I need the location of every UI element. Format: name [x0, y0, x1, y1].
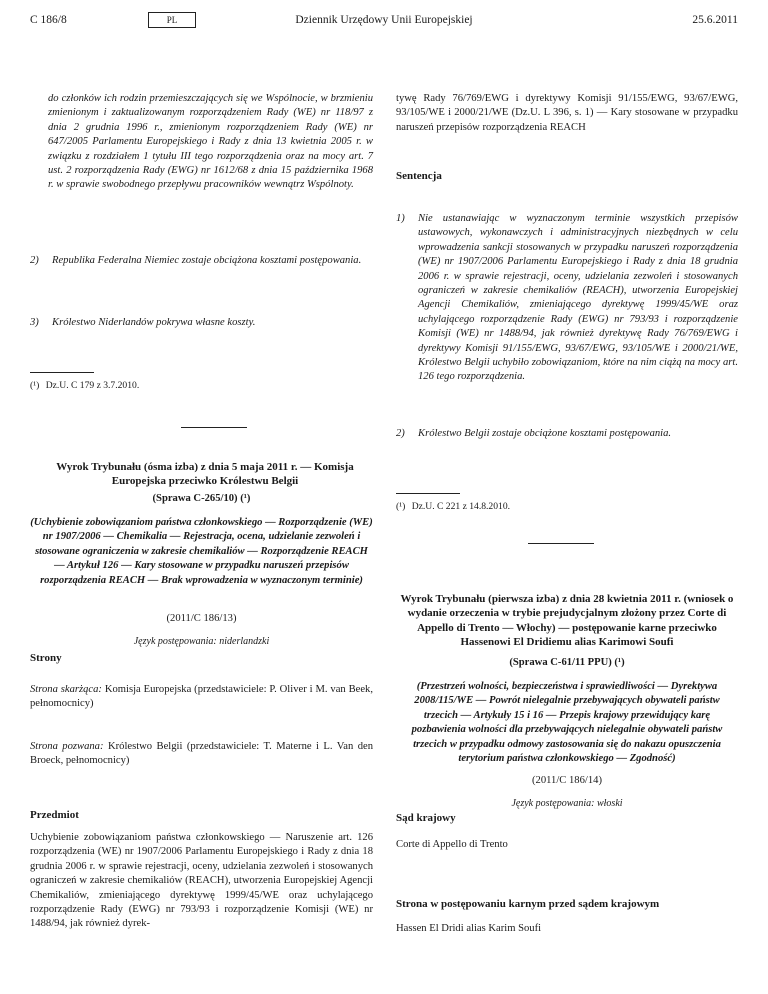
applicant-label: Strona skarżąca:: [30, 684, 102, 695]
defendant-text: Królestwo Belgii (przedstawiciele: T. Materne i L. Van den Broeck, pełnomocnicy): [30, 741, 373, 767]
item-number: 2): [30, 255, 39, 266]
footnote-divider: [396, 493, 460, 494]
national-court-text: Corte di Appello di Trento: [396, 839, 508, 850]
left-case-title: Wyrok Trybunału (ósma izba) z dnia 5 maja 2011 r. — Komisja Europejska przeciwko Królestwu Belgii: [56, 461, 354, 488]
right-continuation-paragraph: tywę Rady 76/769/EWG i dyrektywy Komisji 91/155/EWG, 93/67/EWG, 93/105/WE i 2000/21/WE (Dz.U. L 396, s. 1) — Kary stosowane w przypadku naruszeń przepisów rozporządzenia REACH: [396, 93, 738, 133]
footnote-text: Dz.U. C 221 z 14.8.2010.: [411, 501, 511, 512]
right-operative-item-1: [396, 212, 738, 385]
section-separator: [181, 427, 247, 428]
journal-title: Dziennik Urzędowy Unii Europejskiej: [295, 14, 473, 26]
footnote-mark: (¹): [30, 380, 40, 391]
right-case-number: (Sprawa C-61/11 PPU) (¹): [509, 657, 625, 668]
sentence-heading: Sentencja: [396, 170, 442, 182]
item-text: Królestwo Niderlandów pokrywa własne koszty.: [52, 317, 256, 328]
footnote-divider: [30, 372, 94, 373]
left-case-subject: (Uchybienie zobowiązaniom państwa członkowskiego — Rozporządzenie (WE) nr 1907/2006 — Chemikalia — Rejestracja, ocena, udzielanie zezwoleń i stosowane ograniczenia w zakresie chemikaliów — Rozporządzenie REACH — Artykuł 126 — Kary stosowane w przypadku naruszeń przepisów rozporządzenia REACH — Brak wprowadzenia w wyznaczonym terminie): [30, 517, 373, 586]
item-text: Nie ustanawiając w wyznaczonym terminie wszystkich przepisów ustawowych, wykonawczych i administracyjnych niezbędnych w celu wprowadzenia sankcji stosowanych w przypadku naruszeń rozporządzenia (WE) nr 1907/2006 Parlamentu Europejskiego i Rady z dnia 18 grudnia 2006 r. w sprawie rejestracji, oceny, udzielania zezwoleń i stosowanych ograniczeń w zakresie chemikaliów (REACH), utworzenia Europejskiej Agencji Chemikaliów, zmieniającego dyrektywę 1999/45/WE oraz uchylającego rozporządzenie Rady (EWG) nr 793/93 i rozporządzenie Komisji (WE) nr 1488/94, jak również dyrektywę Rady 76/769/EWG i dyrektywy Komisji 91/155/EWG, 93/67/EWG, 93/105/WE i 2000/21/WE, Królestwo Belgii uchybiło zobowiązaniom, które na nim ciążą na mocy art. 126 tego rozporządzenia.: [418, 213, 738, 383]
subject-paragraph: Uchybienie zobowiązaniom państwa członkowskiego — Naruszenie art. 126 rozporządzenia (WE) nr 1907/2006 Parlamentu Europejskiego i Rady z dnia 18 grudnia 2006 r. w sprawie rejestracji, oceny, udzielania zezwoleń i stosowanych ograniczeń w zakresie chemikaliów (REACH), utworzenia Europejskiej Agencji Chemikaliów, zmieniającego dyrektywę 1999/45/WE oraz uchylającego rozporządzenie Rady (EWG) nr 793/93 i rozporządzenie Komisji (WE) nr 1488/94, jak również dyrek-: [30, 832, 373, 930]
right-case-subject: (Przestrzeń wolności, bezpieczeństwa i sprawiedliwości — Dyrektywa 2008/115/WE — Powrót nielegalnie przebywających obywateli państw trzecich — Artykuły 15 i 16 — Przepis krajowy przewidujący karę pozbawienia wolności dla przebywających nielegalnie obywateli państw trzecich w przypadku odmowy zastosowania się do nakazu opuszczenia terytorium państwa członkowskiego — Zgodność): [411, 681, 723, 765]
footnote-mark: (¹): [396, 501, 406, 512]
parties-heading: Strony: [30, 652, 62, 664]
item-text: Królestwo Belgii zostaje obciążone kosztami postępowania.: [418, 428, 672, 439]
item-number: 2): [396, 428, 405, 439]
right-oj-reference: (2011/C 186/14): [532, 775, 602, 786]
left-footnote: [30, 380, 373, 391]
item-number: 1): [396, 213, 405, 224]
page-reference: C 186/8: [30, 14, 67, 26]
subject-heading: Przedmiot: [30, 809, 79, 821]
criminal-party-heading: Strona w postępowaniu karnym przed sądem krajowym: [396, 898, 660, 910]
left-oj-reference: (2011/C 186/13): [166, 613, 237, 624]
item-number: 3): [30, 317, 39, 328]
left-operative-item-3: [30, 316, 373, 330]
national-court-heading: Sąd krajowy: [396, 812, 456, 824]
applicant-text: Komisja Europejska (przedstawiciele: P. Oliver i M. van Beek, pełnomocnicy): [30, 684, 373, 710]
left-continuation-paragraph: do członków ich rodzin przemieszczających się we Wspólnocie, w brzmieniu zmienionym i zaktualizowanym rozporządzeniem Rady (WE) nr 118/97 z dnia 2 grudnia 1996 r., zmienionym rozporządzeniem Rady (WE) nr 647/2005 Parlamentu Europejskiego i Rady z dnia 13 kwietnia 2005 r. w związku z rozdziałem 1 tytułu III tego rozporządzenia oraz na mocy art. 7 ust. 2 rozporządzenia Rady (EWG) nr 1612/68 z dnia 15 października 1968 r. w sprawie swobodnego przepływu pracowników wewnątrz Wspólnoty.: [48, 93, 373, 191]
right-procedure-language: Język postępowania: włoski: [511, 798, 623, 809]
left-procedure-language: Język postępowania: niderlandzki: [133, 636, 270, 647]
criminal-party-text: Hassen El Dridi alias Karim Soufi: [396, 923, 542, 934]
defendant-paragraph: [30, 740, 373, 769]
footnote-text: Dz.U. C 179 z 3.7.2010.: [45, 380, 140, 391]
language-badge: PL: [148, 12, 196, 28]
right-case-title: Wyrok Trybunału (pierwsza izba) z dnia 28 kwietnia 2011 r. (wniosek o wydanie orzeczenia w trybie prejudycjalnym złożony przez Corte di Appello di Trento — Włochy) — postępowanie karne przeciwko Hassenowi El Dridiemu alias Karimowi Soufi: [400, 593, 734, 649]
right-operative-item-2: [396, 427, 738, 441]
left-case-number: (Sprawa C-265/10) (¹): [152, 493, 251, 504]
section-separator: [528, 543, 594, 544]
publication-date: 25.6.2011: [692, 14, 738, 26]
right-footnote: [396, 501, 738, 512]
item-text: Republika Federalna Niemiec zostaje obciążona kosztami postępowania.: [52, 255, 362, 266]
defendant-label: Strona pozwana:: [30, 741, 104, 752]
applicant-paragraph: [30, 683, 373, 712]
left-operative-item-2: [30, 254, 373, 268]
